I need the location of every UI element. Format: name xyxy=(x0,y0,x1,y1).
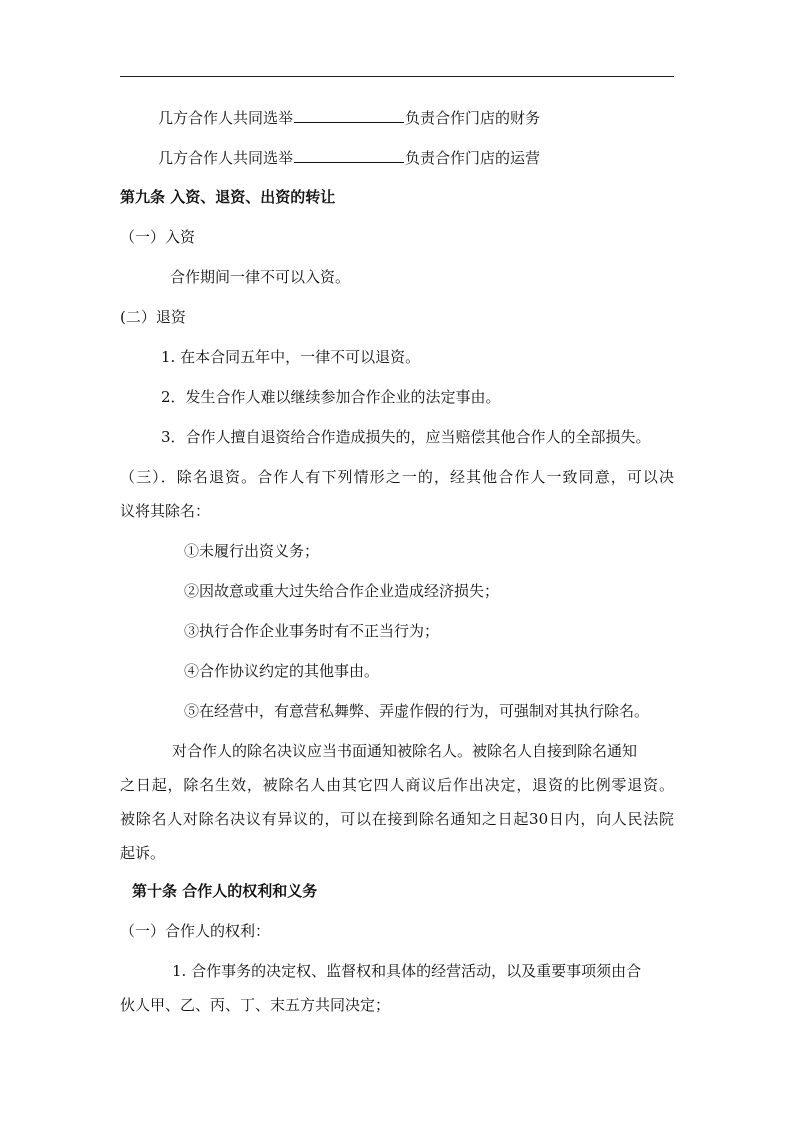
article-9-s3-item-5: ⑤在经营中，有意营私舞弊、弄虚作假的行为，可强制对其执行除名。 xyxy=(184,702,650,720)
article-9-s3-item-3: ③执行合作企业事务时有不正当行为； xyxy=(184,622,440,640)
article-10-s1-heading: （一）合作人的权利： xyxy=(120,922,271,940)
article-9-s3-item-2: ②因故意或重大过失给合作企业造成经济损失； xyxy=(184,582,500,600)
article-9-s3-line-2: 议将其除名： xyxy=(120,502,211,520)
article-9-s2-item-2: 2．发生合作人难以继续参加合作企业的法定事由。 xyxy=(161,388,501,406)
operations-suffix: 负责合作门店的运营 xyxy=(405,149,541,167)
article-9-s3-item-1: ①未履行出资义务； xyxy=(184,542,320,560)
article-9-s2-heading: (二）退资 xyxy=(120,308,186,326)
article-9-title: 第九条 入资、退资、出资的转让 xyxy=(120,188,336,206)
article-10-title: 第十条 合作人的权利和义务 xyxy=(132,882,318,900)
article-10-item-1-line-2: 伙人甲、乙、丙、丁、末五方共同决定； xyxy=(120,996,391,1014)
removal-notice-line-1: 对合作人的除名决议应当书面通知被除名人。被除名人自接到除名通知 xyxy=(172,742,638,760)
article-9-s3-item-4: ④合作协议约定的其他事由。 xyxy=(184,662,380,680)
article-9-s3-line-1: （三）．除名退资。合作人有下列情形之一的，经其他合作人一致同意，可以决 xyxy=(120,468,674,486)
finance-suffix: 负责合作门店的财务 xyxy=(405,109,541,127)
article-9-s1-heading: （一）入资 xyxy=(120,228,196,246)
article-10-item-1-line-1: 1. 合作事务的决定权、监督权和具体的经营活动，以及重要事项须由合 xyxy=(172,962,642,980)
operations-prefix: 几方合作人共同选举 xyxy=(158,149,294,167)
article-9-s2-item-1: 1. 在本合同五年中，一律不可以退资。 xyxy=(161,348,421,366)
article-9-s1-text: 合作期间一律不可以入资。 xyxy=(170,268,351,286)
header-rule xyxy=(120,76,674,77)
finance-name-blank xyxy=(294,106,404,123)
removal-notice-line-2: 之日起，除名生效，被除名人由其它四人商议后作出决定，退资的比例零退资。 xyxy=(120,776,674,794)
removal-notice-line-4: 起诉。 xyxy=(120,844,166,862)
operations-election-line xyxy=(158,146,540,168)
finance-prefix: 几方合作人共同选举 xyxy=(158,109,294,127)
operations-name-blank xyxy=(294,146,404,163)
article-9-s2-item-3: 3．合作人擅自退资给合作造成损失的，应当赔偿其他合作人的全部损失。 xyxy=(161,428,651,446)
removal-notice-line-3: 被除名人对除名决议有异议的，可以在接到除名通知之日起30日内，向人民法院 xyxy=(120,810,674,828)
finance-election-line xyxy=(158,106,540,128)
